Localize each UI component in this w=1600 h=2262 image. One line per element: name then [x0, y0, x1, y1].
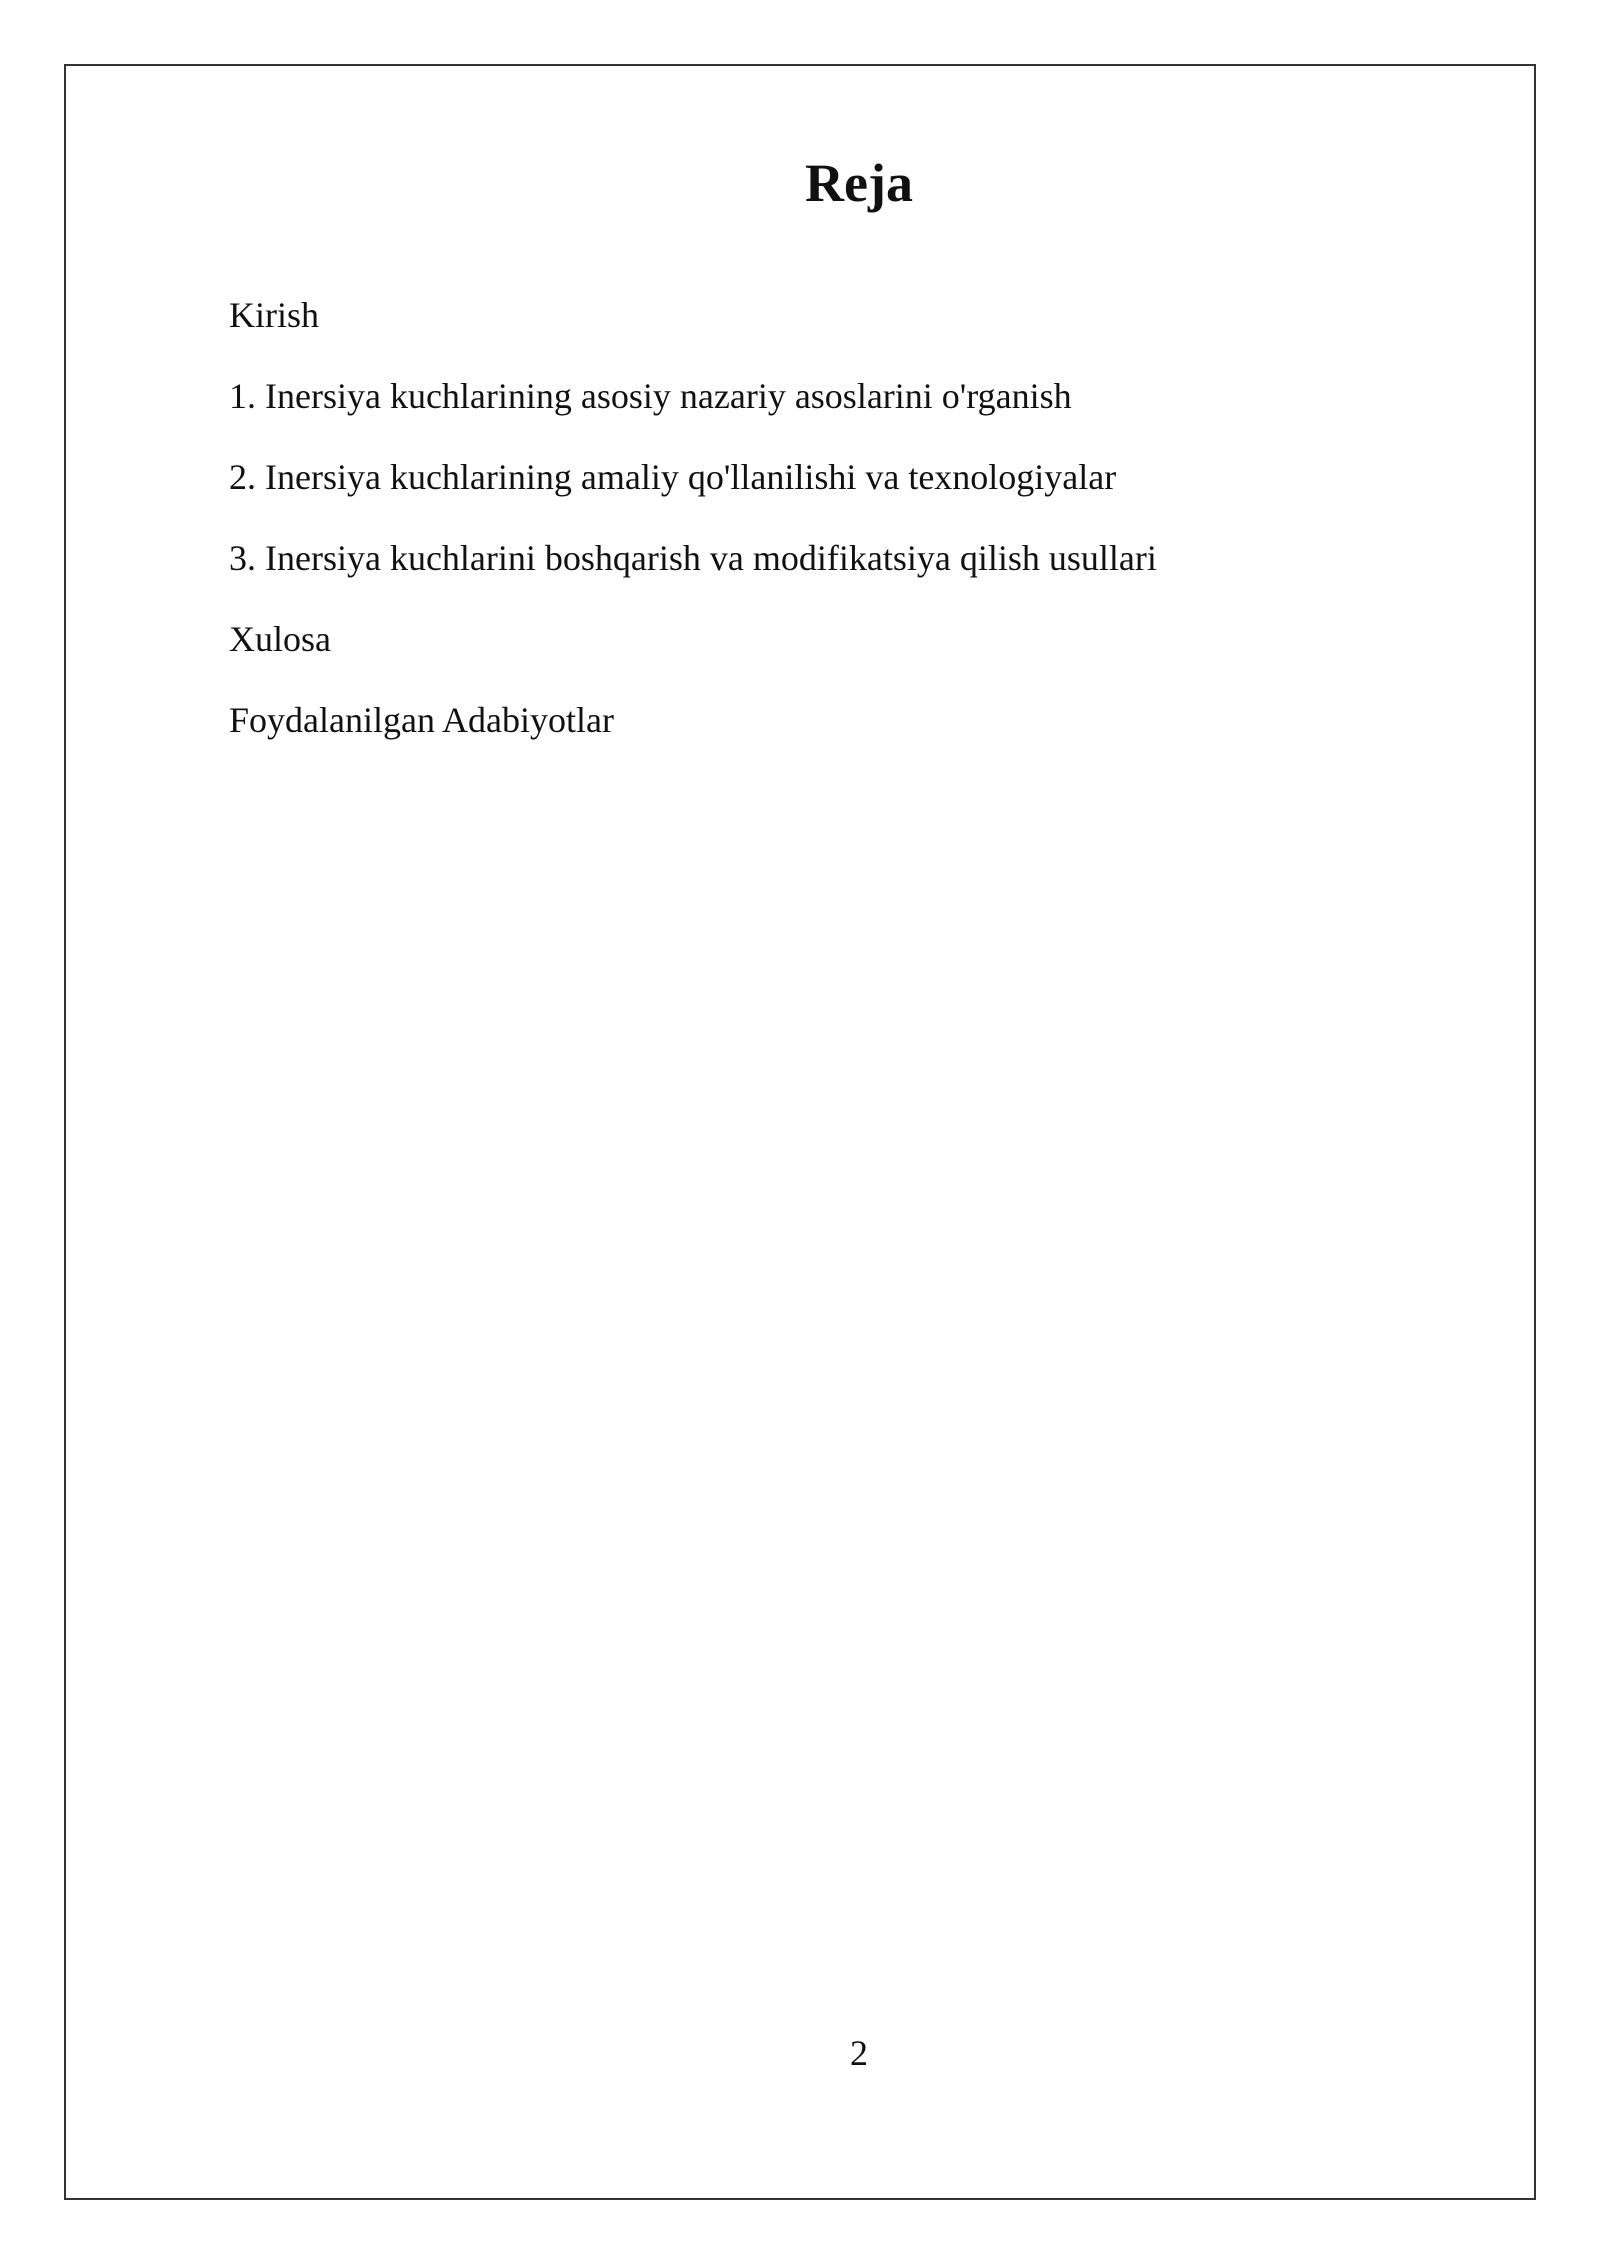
- toc-item-section-1: 1. Inersiya kuchlarining asosiy nazariy asoslarini o'rganish: [229, 376, 1072, 416]
- toc-item-section-3: 3. Inersiya kuchlarini boshqarish va modifikatsiya qilish usullari: [229, 538, 1157, 578]
- toc-item-section-2: 2. Inersiya kuchlarining amaliy qo'llanilishi va texnologiyalar: [229, 457, 1117, 497]
- toc-item-introduction: Kirish: [229, 295, 319, 335]
- toc-item-conclusion: Xulosa: [229, 619, 331, 659]
- toc-item-references: Foydalanilgan Adabiyotlar: [229, 700, 614, 740]
- table-of-contents: [229, 290, 1157, 776]
- page-title: Reja: [805, 153, 913, 213]
- page-number: 2: [850, 2033, 868, 2073]
